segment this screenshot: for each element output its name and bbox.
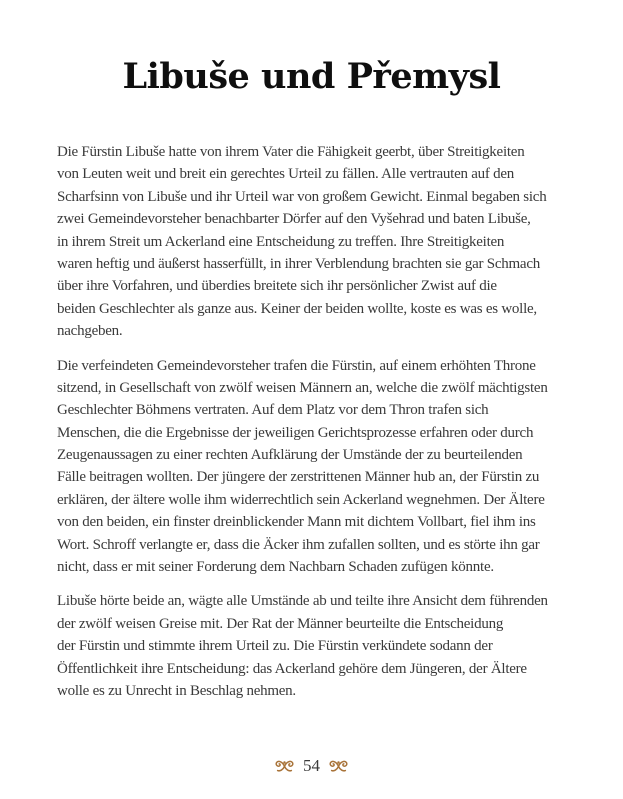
text-line: zwei Gemeindevorsteher benachbarter Dörfer auf den Vyšehrad und baten Libuše, xyxy=(57,211,531,228)
paragraph-1 xyxy=(57,141,597,343)
paragraph-3 xyxy=(57,590,597,702)
text-line: Geschlechter Böhmens vertraten. Auf dem Platz vor dem Thron trafen sich xyxy=(57,402,489,419)
fleuron-ornament-icon xyxy=(329,759,348,774)
text-line: der Fürstin und stimmte ihrem Urteil zu. Die Fürstin verkündete sodann der xyxy=(57,638,493,655)
text-line: erklären, der ältere wolle ihm widerrechtlich sein Ackerland wegnehmen. Der Ältere xyxy=(57,491,545,508)
text-line: beiden Geschlechter als ganze aus. Keiner der beiden wollte, koste es was es wolle, xyxy=(57,300,537,317)
text-line: Libuše hörte beide an, wägte alle Umstände ab und teilte ihre Ansicht dem führenden xyxy=(57,593,548,610)
text-line: sitzend, in Gesellschaft von zwölf weisen Männern an, welche die zwölf mächtigsten xyxy=(57,379,548,396)
text-line: waren heftig und äußerst hasserfüllt, in ihrer Verblendung brachten sie gar Schmach xyxy=(57,255,540,272)
paragraph-2 xyxy=(57,355,597,579)
text-line: nicht, dass er mit seiner Forderung dem Nachbarn Schaden zufügen könnte. xyxy=(57,559,494,576)
text-line: Die Fürstin Libuše hatte von ihrem Vater die Fähigkeit geerbt, über Streitigkeiten xyxy=(57,144,525,160)
page-footer xyxy=(0,756,623,776)
story-text xyxy=(57,141,597,714)
text-line: Wort. Schroff verlangte er, dass die Äcker ihm zufallen sollten, und es störte ihn gar xyxy=(57,536,540,553)
text-line: wolle es zu Unrecht in Beschlag nehmen. xyxy=(57,682,296,699)
text-line: Die verfeindeten Gemeindevorsteher trafen die Fürstin, auf einem erhöhten Throne xyxy=(57,357,536,374)
text-line: Menschen, die die Ergebnisse der jeweiligen Gerichtsprozesse erfahren oder durch xyxy=(57,424,534,441)
text-line: nachgeben. xyxy=(57,323,123,340)
text-line: in ihrem Streit um Ackerland eine Entscheidung zu treffen. Ihre Streitigkeiten xyxy=(57,233,505,250)
text-line: Scharfsinn von Libuše und ihr Urteil war von großem Gewicht. Einmal begaben sich xyxy=(57,188,547,205)
text-line: von den beiden, ein finster dreinblickender Mann mit dichtem Vollbart, fiel ihm ins xyxy=(57,514,536,531)
text-line: Fälle beitragen wollten. Der jüngere der zerstrittenen Männer hub an, der Fürstin zu xyxy=(57,469,540,486)
text-line: von Leuten weit und breit ein gerechtes Urteil zu fällen. Alle vertrauten auf den xyxy=(57,166,515,183)
page-title: Libuše und Přemysl xyxy=(122,56,501,97)
text-line: über ihre Vorfahren, und überdies breitete sich ihr persönlicher Zwist auf die xyxy=(57,278,497,295)
text-line: Öffentlichkeit ihre Entscheidung: das Ackerland gehöre dem Jüngeren, der Ältere xyxy=(57,660,527,677)
page-number: 54 xyxy=(303,756,320,775)
fleuron-ornament-icon xyxy=(275,759,294,774)
text-line: Zeugenaussagen zu einer rechten Aufklärung der Umstände der zu beurteilenden xyxy=(57,447,523,464)
text-line: der zwölf weisen Greise mit. Der Rat der Männer beurteilte die Entscheidung xyxy=(57,615,504,632)
